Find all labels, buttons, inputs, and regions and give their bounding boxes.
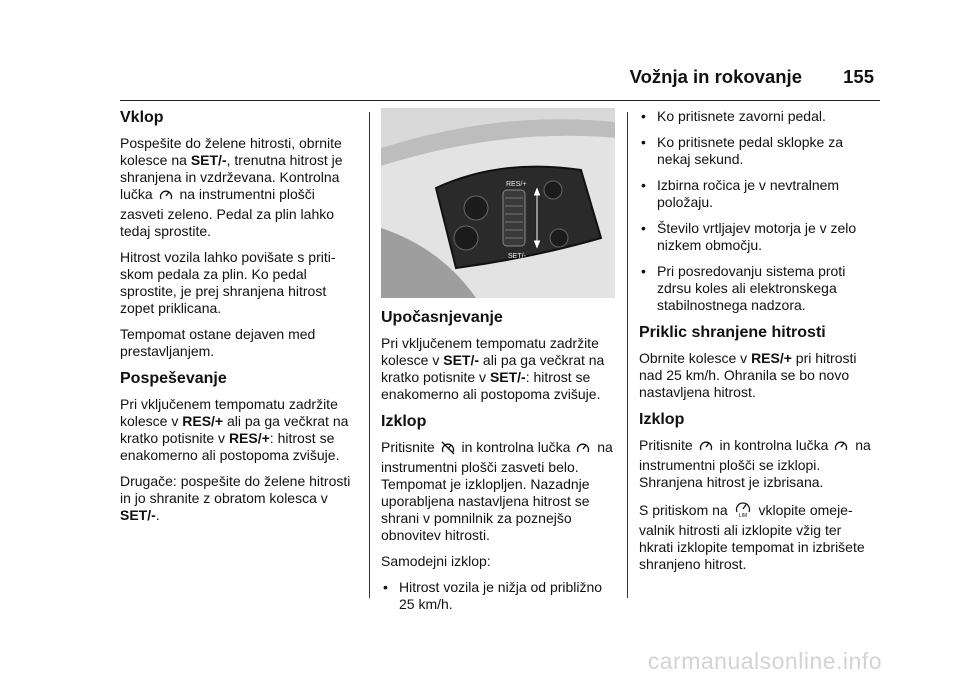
text: Pospešite do želene hitrosti, obrnite kolesce na	[120, 135, 342, 168]
text: in kontrolna lučka	[457, 439, 575, 455]
list-item: • Hitrost vozila je nižja od približno 25 km/h.	[381, 579, 617, 613]
heading-priklic: Priklic shranjene hitrosti	[639, 324, 826, 341]
paragraph-posp-2	[120, 473, 360, 524]
column-divider	[627, 112, 628, 598]
text-bold: SET/-	[489, 369, 526, 385]
text: vklopite omejevalnik hitrosti ali izklopite vžig ter hkrati izklopite tempomat in izbrišete shranjeno hitrost.	[639, 502, 865, 572]
label-res: RES/+	[506, 181, 527, 188]
cruise-control-icon	[699, 439, 713, 457]
text: Pri vključenem tempomatu zadržite kolesce v	[120, 396, 338, 429]
list-item: • Izbirna ročica je v nevtralnem položaju.	[639, 177, 879, 211]
text: pri hitrosti nad 25 km/h. Ohranila se bo novo nastavljena hitrost.	[639, 350, 857, 400]
text: na instrumentni plošči zasveti belo. Tempomat je izklopljen. Nazadnje uporabljena nastavljena hitrost se shrani v pomnilnik za poznejšo obnovitev hitrosti.	[381, 439, 613, 543]
cruise-control-icon	[159, 188, 173, 206]
text: na instrumentni plošči se izklopi. Shranjena hitrost je izbrisana.	[639, 437, 871, 490]
text-bold: RES/+	[228, 430, 270, 446]
text-bold: SET/-	[443, 352, 480, 368]
heading-pospesevanje: Pospeševanje	[120, 370, 227, 387]
cruise-control-icon	[834, 439, 848, 457]
page-number: 155	[843, 66, 874, 87]
column-divider	[369, 112, 370, 598]
text: Pritisnite	[639, 437, 697, 453]
list-item: • Število vrtljajev motorja je v zelo nizkem območju.	[639, 220, 879, 254]
column-right	[639, 108, 879, 582]
text: , trenutna hitrost je shranjena in vzdrževana. Kontrolna lučka	[120, 152, 343, 202]
speed-limiter-icon	[734, 500, 752, 522]
list-item: • Ko pritisnete pedal sklopke za nekaj sekund.	[639, 134, 879, 168]
cruise-control-icon	[576, 441, 590, 459]
paragraph-izklop-1	[381, 439, 617, 544]
paragraph-upoc-1	[381, 335, 617, 403]
bullet-list-auto-off-cont	[639, 108, 879, 314]
paragraph-vklop-3: Tempomat ostane dejaven med prestavljanjem.	[120, 326, 316, 359]
text: Obrnite kolesce v	[639, 350, 752, 366]
text-bold: SET/-	[190, 152, 227, 168]
paragraph-vklop-1	[120, 135, 360, 240]
watermark: carmanualsonline.info	[647, 648, 882, 674]
paragraph-vklop-2: Hitrost vozila lahko povišate s pritiskom pedala za plin. Ko pedal sprostite, je prej shranjena hitrost zopet priklicana.	[120, 249, 336, 316]
paragraph-izklop2-2	[639, 500, 879, 573]
text-bold: RES/+	[182, 413, 224, 429]
label-set: SET/-	[508, 253, 526, 260]
steering-wheel-photo	[381, 108, 615, 298]
section-title: Vožnja in rokovanje	[629, 66, 802, 87]
text: Pri vključenem tempomatu zadržite kolesce v	[381, 335, 599, 368]
text: in kontrolna lučka	[715, 437, 833, 453]
heading-vklop: Vklop	[120, 109, 164, 126]
paragraph-izklop-2: Samodejni izklop:	[381, 553, 491, 569]
paragraph-posp-1	[120, 396, 360, 464]
text: na instrumentni plošči zasveti zeleno. Pedal za plin lahko tedaj sprostite.	[120, 186, 335, 239]
text-bold: SET/-	[120, 507, 156, 523]
heading-izklop: Izklop	[381, 413, 427, 430]
paragraph-priklic-1	[639, 350, 879, 401]
text: S pritiskom na	[639, 502, 732, 518]
text: ali pa ga večkrat na kratko potisnite v	[120, 413, 349, 446]
text-bold: RES/+	[751, 350, 792, 366]
text: : hitrost se enakomerno ali postopoma zvišuje.	[120, 430, 340, 463]
heading-izklop-2: Izklop	[639, 411, 685, 428]
heading-upocasnjevanje: Upočasnjevanje	[381, 309, 503, 326]
text: : hitrost se enakomerno ali postopoma zvišuje.	[381, 369, 601, 402]
list-item: • Ko pritisnete zavorni pedal.	[639, 108, 879, 125]
text: .	[155, 507, 160, 523]
bullet-list-auto-off	[381, 579, 617, 613]
text: ali pa ga večkrat na kratko potisnite v	[381, 352, 605, 385]
cruise-off-icon	[441, 441, 455, 459]
column-middle	[381, 108, 617, 622]
paragraph-izklop2-1	[639, 437, 879, 491]
text: Pritisnite	[381, 439, 439, 455]
list-item: • Pri posredovanju sistema proti zdrsu koles ali elektronskega stabilnostnega nadzora.	[639, 263, 879, 314]
column-left	[120, 108, 360, 533]
limiter-icon-label: LIM	[738, 513, 747, 518]
page-header	[120, 66, 880, 101]
text: Drugače: pospešite do želene hitrosti in jo shranite z obratom kolesca v	[120, 473, 351, 506]
